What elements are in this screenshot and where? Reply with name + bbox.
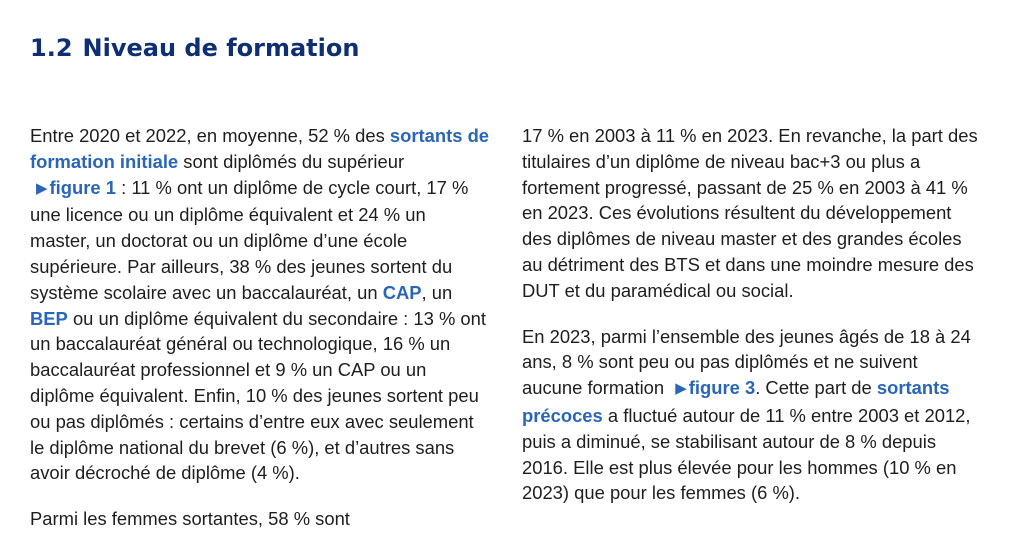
figure-1-label: figure 1 <box>49 176 116 198</box>
paragraph <box>30 506 490 532</box>
section-heading <box>30 34 359 62</box>
text-run: Parmi les femmes sortantes, 58 % sont <box>30 508 350 530</box>
paragraph <box>522 123 982 304</box>
figure-1-link[interactable] <box>30 177 116 198</box>
text-run: . Cette part de <box>755 377 877 399</box>
triangle-right-icon: ▶ <box>675 380 687 398</box>
paragraph <box>30 123 490 486</box>
left-column <box>30 123 490 552</box>
glossary-link-sortants-formation-initiale[interactable]: sortants de formation initiale <box>30 125 490 172</box>
section-title: Niveau de formation <box>82 34 360 62</box>
paragraph <box>522 324 982 507</box>
text-run: 17 % en 2003 à 11 % en 2023. En revanche, la part des titulaires d’un diplôme de niveau bac+3 ou plus a fortement progressé, passant de 25 % en 2003 à 41 % en 2023. Ces évolutions résultent du développement des diplômes de niveau master et des grandes écoles au détriment des BTS et dans une moindre mesure des DUT et du paramédical ou social. <box>522 125 978 301</box>
glossary-link-bep[interactable]: BEP <box>30 307 68 329</box>
right-column <box>522 123 982 526</box>
glossary-link-cap[interactable]: CAP <box>382 281 422 303</box>
text-run: a fluctué autour de 11 % entre 2003 et 2012, puis a diminué, se stabilisant autour de 8 % depuis 2016. Elle est plus élevée pour les hommes (10 % en 2023) que pour les femmes (6 %). <box>522 404 971 504</box>
figure-3-label: figure 3 <box>688 377 756 399</box>
text-run: : 11 % ont un diplôme de cycle court, 17 % une licence ou un diplôme équivalent et 24 % un master, un doctorat ou un diplôme d’une école supérieure. Par ailleurs, 38 % des jeunes sortent du système scolaire avec un baccalauréat, un <box>30 176 469 303</box>
text-run: , un <box>421 281 453 303</box>
text-run: En 2023, parmi l’ensemble des jeunes âgés de 18 à 24 ans, 8 % sont peu ou pas diplômés et ne suivent aucune formation <box>522 325 971 399</box>
figure-3-link[interactable] <box>669 377 755 398</box>
text-run: Entre 2020 et 2022, en moyenne, 52 % des <box>30 125 390 146</box>
section-number: 1.2 <box>30 34 73 62</box>
glossary-link-sortants-precoces[interactable]: sortants précoces <box>522 377 950 426</box>
triangle-right-icon: ▶ <box>36 179 48 197</box>
text-run: ou un diplôme équivalent du secondaire : 13 % ont un baccalauréat général ou technologique, 16 % un baccalauréat professionnel et 9 % un CAP ou un diplôme équivalent. Enfin, 10 % des jeunes sortent peu ou pas diplômés : certains d’entre eux avec seulement le diplôme national du brevet (6 %), et d’autres sans avoir décroché de diplôme (4 %). <box>30 307 486 484</box>
text-run: sont diplômés du supérieur <box>178 150 405 172</box>
